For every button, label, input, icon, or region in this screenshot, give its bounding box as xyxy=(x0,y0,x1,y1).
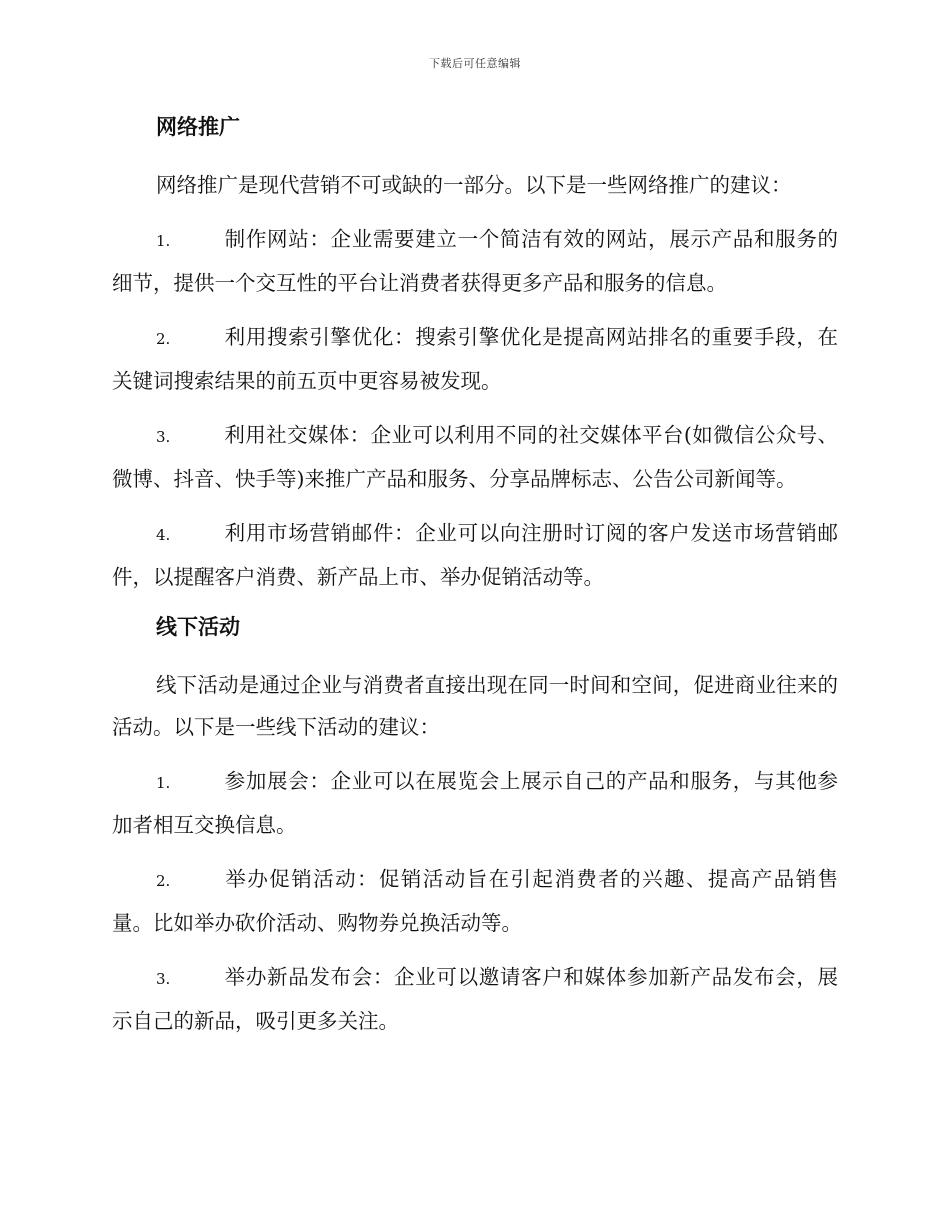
list-item-number: 1. xyxy=(156,774,171,792)
section-intro: 网络推广是现代营销不可或缺的一部分。以下是一些网络推广的建议： xyxy=(156,173,792,197)
list-item-text: 利用搜索引擎优化：搜索引擎优化是提高网站排名的重要手段，在关键词搜索结果的前五页中更容易被发现。 xyxy=(112,325,838,393)
section-heading: 线下活动 xyxy=(156,615,240,639)
section-intro: 线下活动是通过企业与消费者直接出现在同一时间和空间，促进商业往来的活动。以下是一些线下活动的建议： xyxy=(112,673,838,739)
header-note: 下载后可任意编辑 xyxy=(429,57,521,70)
list-item-number: 3. xyxy=(156,428,171,446)
list-item-text: 举办新品发布会：企业可以邀请客户和媒体参加新产品发布会，展示自己的新品，吸引更多关注。 xyxy=(112,965,838,1033)
list-item-number: 2. xyxy=(156,330,171,348)
section-heading: 网络推广 xyxy=(156,115,240,139)
list-item xyxy=(112,858,838,944)
list-item xyxy=(112,512,838,598)
list-item-text: 利用社交媒体：企业可以利用不同的社交媒体平台(如微信公众号、微博、抖音、快手等)来推广产品和服务、分享品牌标志、公告公司新闻等。 xyxy=(112,423,838,491)
list-item xyxy=(112,760,838,846)
list-item-number: 3. xyxy=(156,970,171,988)
list-item-text: 制作网站：企业需要建立一个简洁有效的网站，展示产品和服务的细节，提供一个交互性的平台让消费者获得更多产品和服务的信息。 xyxy=(112,227,838,295)
list-item-number: 1. xyxy=(156,232,171,250)
document-body xyxy=(112,110,838,1054)
list-item-number: 2. xyxy=(156,872,171,890)
list-item-text: 举办促销活动：促销活动旨在引起消费者的兴趣、提高产品销售量。比如举办砍价活动、购物券兑换活动等。 xyxy=(112,867,838,935)
list-item xyxy=(112,414,838,500)
list-item xyxy=(112,218,838,304)
list-item xyxy=(112,956,838,1042)
list-item-text: 参加展会：企业可以在展览会上展示自己的产品和服务，与其他参加者相互交换信息。 xyxy=(112,769,838,837)
list-item-text: 利用市场营销邮件：企业可以向注册时订阅的客户发送市场营销邮件，以提醒客户消费、新产品上市、举办促销活动等。 xyxy=(112,521,838,589)
list-item-number: 4. xyxy=(156,526,171,544)
list-item xyxy=(112,316,838,402)
